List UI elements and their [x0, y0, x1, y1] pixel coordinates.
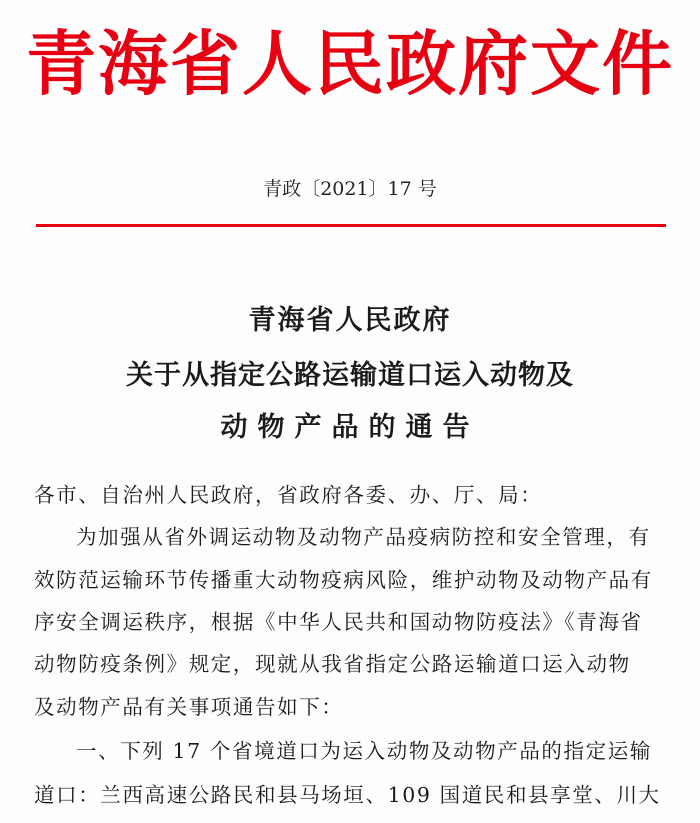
body-line-7: 道口：兰西高速公路民和县马场垣、109 国道民和县享堂、川大	[34, 783, 661, 807]
masthead-title: 青海省人民政府文件	[26, 23, 674, 105]
notice-title-line-1: 青海省人民政府	[248, 305, 452, 336]
notice-title-line-3: 动物产品的通告	[220, 412, 480, 443]
document-number: 青政〔2021〕17 号	[263, 178, 437, 200]
body-line-4: 动物防疫条例》规定，现就从我省指定公路运输道口运入动物	[34, 652, 631, 676]
body-line-6: 一、下列 17 个省境道口为运入动物及动物产品的指定运输	[76, 739, 652, 763]
notice-title-line-2: 关于从指定公路运输道口运入动物及	[126, 360, 574, 391]
salutation: 各市、自治州人民政府，省政府各委、办、厅、局：	[34, 483, 543, 507]
body-line-1: 为加强从省外调运动物及动物产品疫病防控和安全管理，有	[76, 525, 651, 549]
body-line-2: 效防范运输环节传播重大动物疫病风险，维护动物及动物产品有	[34, 568, 653, 592]
body-line-3: 序安全调运秩序，根据《中华人民共和国动物防疫法》《青海省	[34, 610, 643, 634]
body-line-5: 及动物产品有关事项通告如下：	[34, 695, 344, 719]
red-divider-line	[36, 224, 666, 227]
